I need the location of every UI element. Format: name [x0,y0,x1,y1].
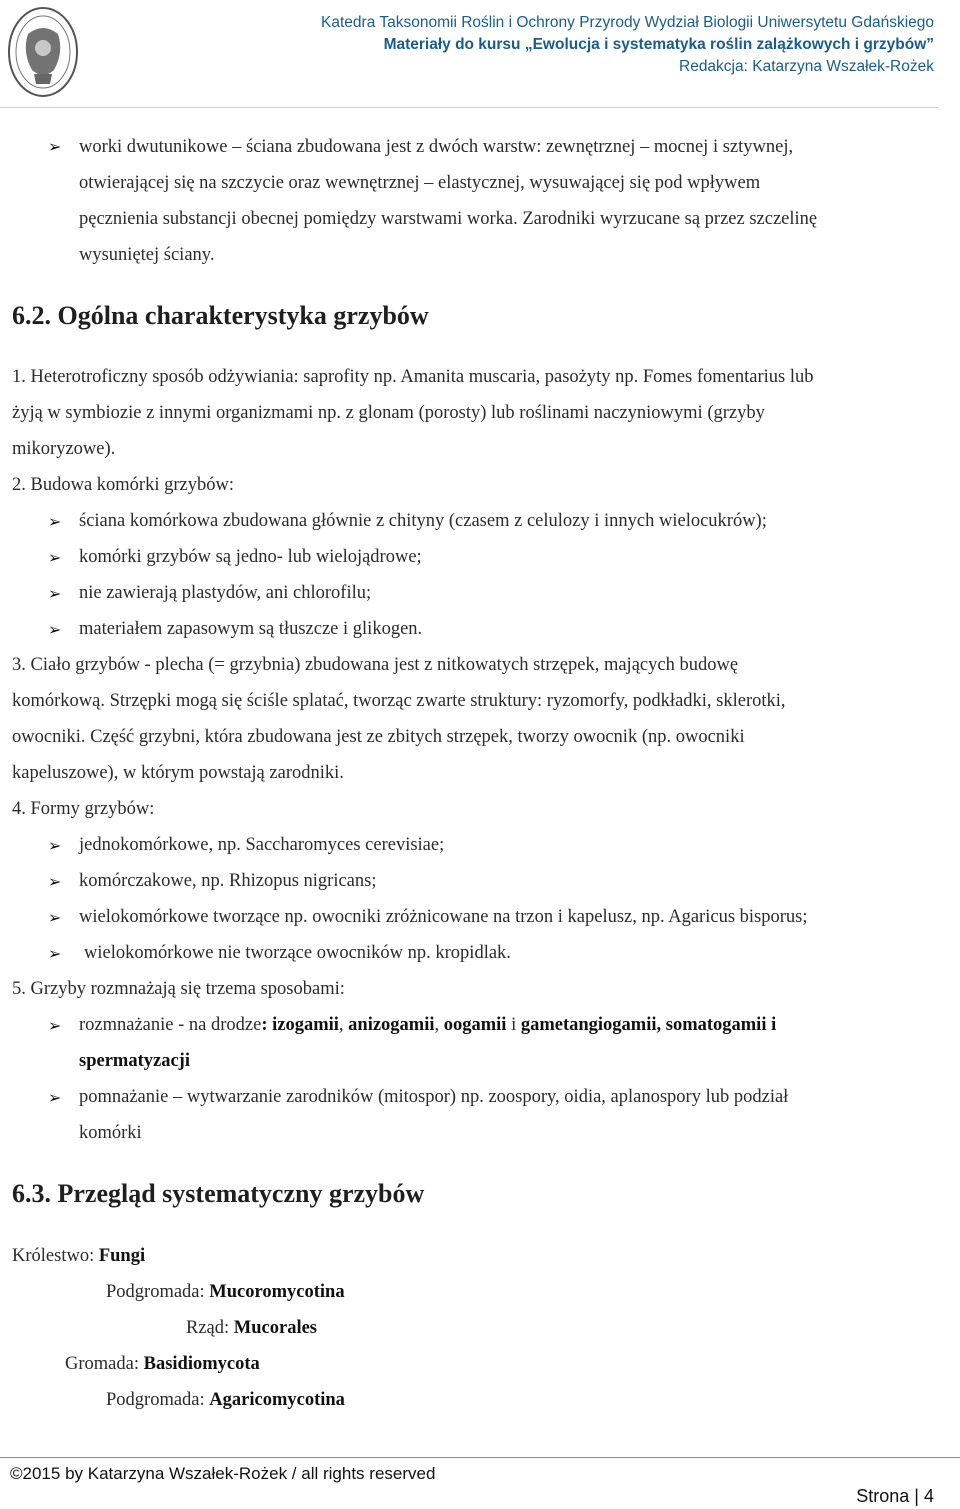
bullet-arrow-icon: ➢ [48,836,62,855]
list-item-text: rozmnażanie - na drodze [79,1015,262,1035]
footer-copyright: ©2015 by Katarzyna Wszałek-Rożek / all rights reserved [10,1464,436,1483]
taxonomy-value: Agaricomycotina [209,1390,345,1410]
bullet-arrow-icon: ➢ [48,584,62,603]
header-course: Materiały do kursu „Ewolucja i systematyka roślin zalążkowych i grzybów” [383,36,934,53]
paragraph-3-line-4: kapeluszowe), w którym powstają zarodniki. [12,763,344,783]
bullet-arrow-icon: ➢ [48,872,62,891]
paragraph-5-heading: 5. Grzyby rozmnażają się trzema sposobami: [12,979,345,999]
taxonomy-label: Podgromada: [106,1282,210,1302]
taxonomy-row [106,1274,345,1310]
term: spermatyzacji [79,1051,190,1071]
taxonomy-row [12,1238,145,1274]
taxonomy-row [65,1346,260,1382]
page-header [321,12,934,78]
paragraph-2-heading: 2. Budowa komórki grzybów: [12,475,234,495]
term: gametangiogamii, somatogamii i [520,1015,777,1035]
term: : izogamii [261,1015,339,1035]
university-seal-logo [6,4,80,100]
list-item: wielokomórkowe nie tworzące owocników np. kropidlak. [84,943,511,963]
conjunction: i [511,1015,517,1035]
paragraph-3-line-3: owocniki. Część grzybni, która zbudowana jest ze zbitych strzępek, tworzy owocnik (np. owocniki [12,727,745,747]
taxonomy-value: Mucoromycotina [209,1282,345,1302]
list-item-reproduction-asexual: pomnażanie – wytwarzanie zarodników (mitospor) np. zoospory, oidia, aplanospory lub podział [79,1087,789,1107]
bullet-arrow-icon: ➢ [48,1016,62,1035]
bullet-arrow-icon: ➢ [48,1088,62,1107]
list-item: nie zawierają plastydów, ani chlorofilu; [79,583,372,603]
paragraph-3-line-1: 3. Ciało grzybów - plecha (= grzybnia) zbudowana jest z nitkowatych strzępek, mających budowę [12,655,739,675]
list-item: komórki grzybów są jedno- lub wielojądrowe; [79,547,422,567]
taxonomy-row [106,1382,345,1418]
list-item: ściana komórkowa zbudowana głównie z chityny (czasem z celulozy i innych wielocukrów); [79,511,767,531]
list-item: jednokomórkowe, np. Saccharomyces cerevisiae; [79,835,445,855]
bullet-arrow-icon: ➢ [48,548,62,567]
intro-line-1: worki dwutunikowe – ściana zbudowana jest z dwóch warstw: zewnętrznej – mocnej i sztywnej, [79,137,794,157]
paragraph-1-line-3: mikoryzowe). [12,439,116,459]
taxonomy-label: Podgromada: [106,1390,210,1410]
paragraph-4-heading: 4. Formy grzybów: [12,799,155,819]
header-institution: Katedra Taksonomii Roślin i Ochrony Przyrody Wydział Biologii Uniwersytetu Gdańskiego [321,14,934,31]
list-item-continuation: komórki [79,1123,142,1143]
bullet-arrow-icon: ➢ [48,908,62,927]
list-item: komórczakowe, np. Rhizopus nigricans; [79,871,377,891]
taxonomy-row [186,1310,317,1346]
taxonomy-label: Królestwo: [12,1246,99,1266]
section-heading-6-3: 6.3. Przegląd systematyczny grzybów [12,1179,425,1208]
list-item: materiałem zapasowym są tłuszcze i glikogen. [79,619,423,639]
header-editor: Redakcja: Katarzyna Wszałek-Rożek [679,58,934,75]
bullet-arrow-icon: ➢ [48,620,62,639]
term: anizogamii [348,1015,435,1035]
paragraph-1-line-2: żyją w symbiozie z innymi organizmami np. z glonam (porosty) lub roślinami naczyniowymi (grzyby [12,403,765,423]
header-divider [0,107,938,108]
taxonomy-label: Gromada: [65,1354,144,1374]
taxonomy-label: Rząd: [186,1318,234,1338]
section-heading-6-2: 6.2. Ogólna charakterystyka grzybów [12,301,429,330]
paragraph-1-line-1: 1. Heterotroficzny sposób odżywiania: saprofity np. Amanita muscaria, pasożyty np. Fomes fomentarius lub [12,367,814,387]
taxonomy-value: Fungi [98,1246,146,1266]
intro-line-2: otwierającej się na szczycie oraz wewnętrznej – elastycznej, wysuwającej się pod wpływem [79,173,761,193]
list-item-reproduction-sexual: rozmnażanie - na drodze: izogamii, anizogamii, oogamii i gametangiogamii, somatogamii i [79,1015,777,1035]
bullet-arrow-icon: ➢ [48,512,62,531]
bullet-arrow-icon: ➢ [48,137,62,156]
list-item-continuation [79,1043,190,1079]
bullet-arrow-icon: ➢ [48,944,62,963]
term: oogamii [443,1015,507,1035]
page-number: Strona | 4 [856,1486,934,1506]
list-item: wielokomórkowe tworzące np. owocniki zróżnicowane na trzon i kapelusz, np. Agaricus bisporus; [79,907,808,927]
taxonomy-value: Mucorales [233,1318,318,1338]
intro-line-3: pęcznienia substancji obecnej pomiędzy warstwami worka. Zarodniki wyrzucane są przez szczelinę [79,209,818,229]
intro-line-4: wysuniętej ściany. [79,245,215,265]
taxonomy-value: Basidiomycota [143,1354,260,1374]
footer-divider [0,1457,960,1458]
paragraph-3-line-2: komórkową. Strzępki mogą się ściśle splatać, tworząc zwarte struktury: ryzomorfy, podkładki, sklerotki, [12,691,786,711]
